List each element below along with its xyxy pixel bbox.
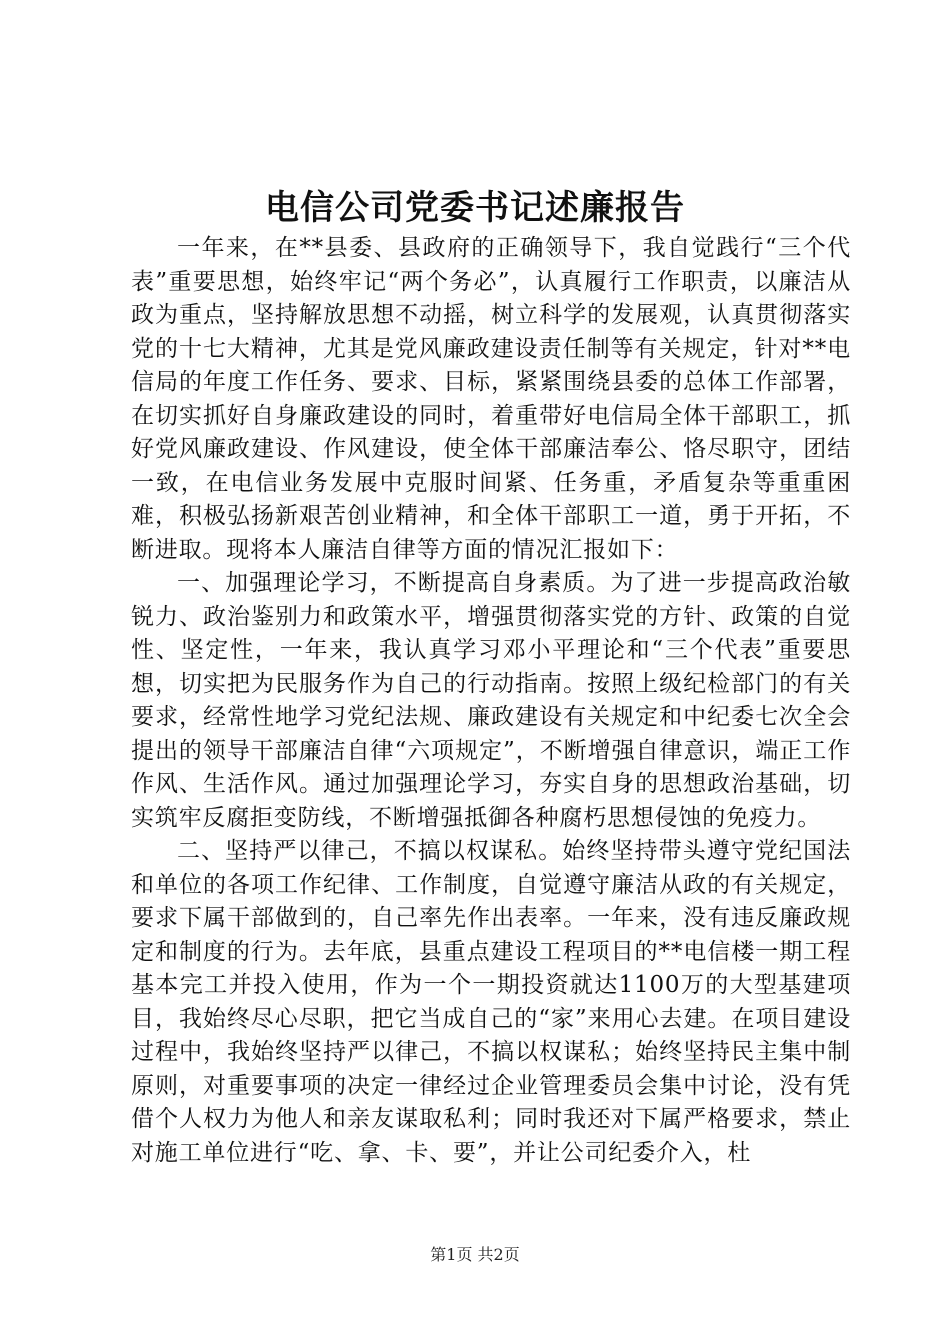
paragraph-section-1: 一、加强理论学习，不断提高自身素质。为了进一步提高政治敏锐力、政治鉴别力和政策水平，增强贯彻落实党的方针、政策的自觉性、坚定性，一年来，我认真学习邓小平理论和“三个代表”重要思想，切实把为民服务作为自己的行动指南。按照上级纪检部门的有关要求，经常性地学习党纪法规、廉政建设有关规定和中纪委七次全会提出的领导干部廉洁自律“六项规定”，不断增强自律意识，端正工作作风、生活作风。通过加强理论学习，夯实自身的思想政治基础，切实筑牢反腐拒变防线，不断增强抵御各种腐朽思想侵蚀的免疫力。: [131, 570, 851, 831]
page-number-footer: 第1页 共2页: [430, 1245, 520, 1264]
document-title: 电信公司党委书记述廉报告: [265, 188, 685, 228]
paragraph-section-2: 二、坚持严以律己，不搞以权谋私。始终坚持带头遵守党纪国法和单位的各项工作纪律、工作制度，自觉遵守廉洁从政的有关规定，要求下属干部做到的，自己率先作出表率。一年来，没有违反廉政规定和制度的行为。去年底，县重点建设工程项目的**电信楼一期工程基本完工并投入使用，作为一个一期投资就达1100万的大型基建项目，我始终尽心尽职，把它当成自己的“家”来用心去建。在项目建设过程中，我始终坚持严以律己，不搞以权谋私；始终坚持民主集中制原则，对重要事项的决定一律经过企业管理委员会集中讨论，没有凭借个人权力为他人和亲友谋取私利；同时我还对下属严格要求，禁止对施工单位进行“吃、拿、卡、要”，并让公司纪委介入，杜: [131, 838, 851, 1166]
paragraph-intro: 一年来，在**县委、县政府的正确领导下，我自觉践行“三个代表”重要思想，始终牢记“两个务必”，认真履行工作职责，以廉洁从政为重点，坚持解放思想不动摇，树立科学的发展观，认真贯彻落实党的十七大精神，尤其是党风廉政建设责任制等有关规定，针对**电信局的年度工作任务、要求、目标，紧紧围绕县委的总体工作部署，在切实抓好自身廉政建设的同时，着重带好电信局全体干部职工，抓好党风廉政建设、作风建设，使全体干部廉洁奉公、恪尽职守，团结一致，在电信业务发展中克服时间紧、任务重，矛盾复杂等重重困难，积极弘扬新艰苦创业精神，和全体干部职工一道，勇于开拓，不断进取。现将本人廉洁自律等方面的情况汇报如下：: [131, 235, 851, 563]
document-body: [131, 232, 851, 1170]
